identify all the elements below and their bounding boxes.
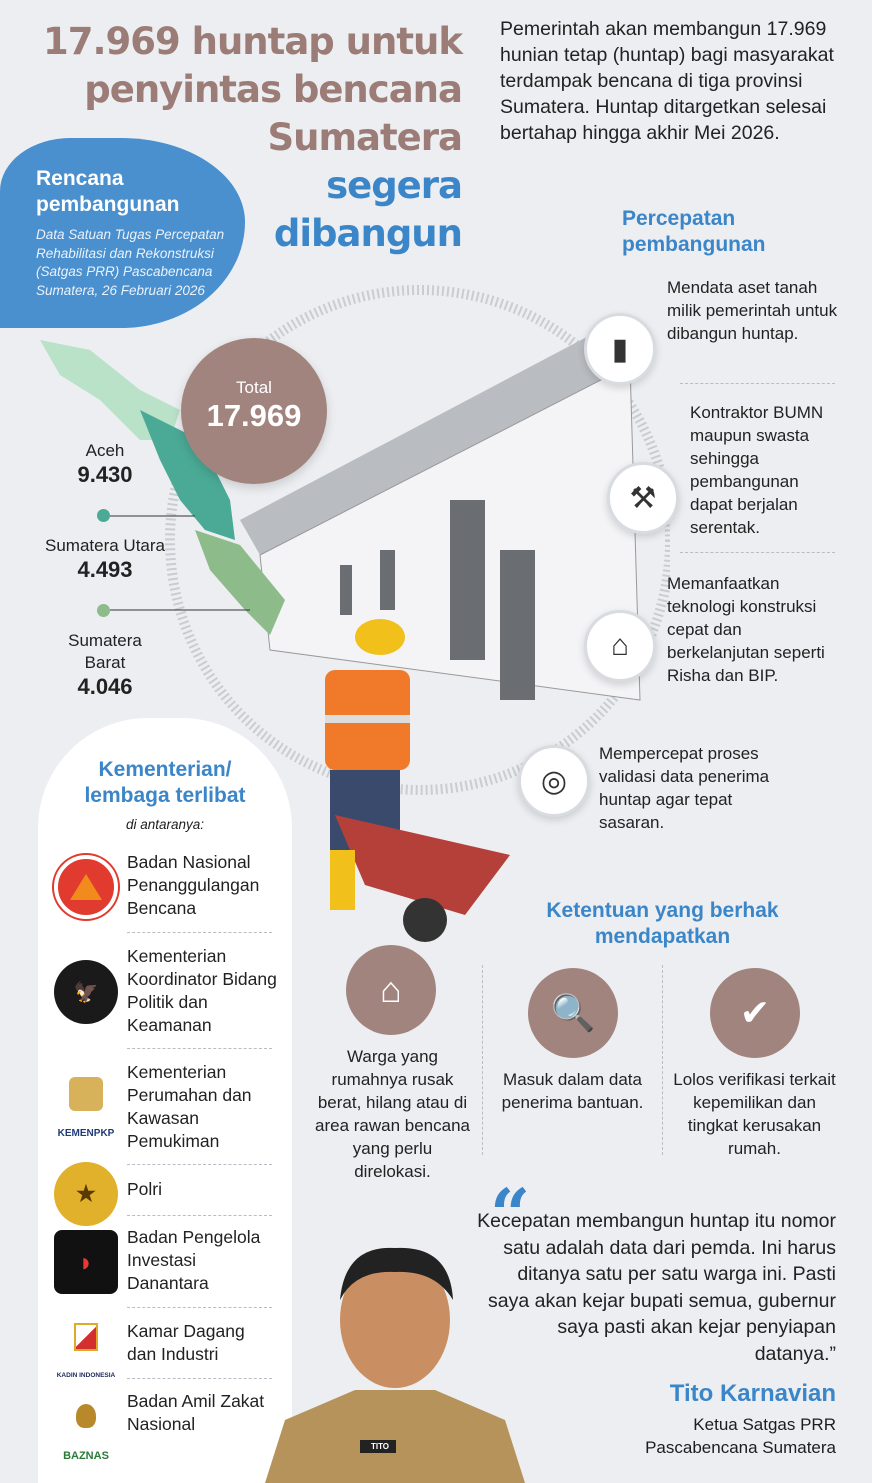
worker-illustration <box>285 615 525 945</box>
divider <box>127 932 272 933</box>
province-aceh: Aceh 9.430 <box>77 441 133 487</box>
ministries-sub: di antaranya: <box>125 817 205 832</box>
damaged-house-icon: ⌂ <box>346 945 436 1035</box>
magnifier-people-icon: 🔍 <box>528 968 618 1058</box>
baznas-logo: BAZNAS <box>54 1398 118 1462</box>
bnpb-logo <box>54 855 118 919</box>
kadin-logo: KADIN INDONESIA <box>54 1315 118 1379</box>
total-label: Total <box>236 378 272 397</box>
ministry-item: Polri <box>127 1179 163 1199</box>
divider <box>127 1215 272 1216</box>
total-value: 17.969 <box>206 398 302 433</box>
step-2: Kontraktor BUMN maupun swasta sehingga pembangunan dapat berjalan serentak. <box>690 403 824 537</box>
province-sumbar: Sumatera Barat 4.046 <box>68 631 142 699</box>
divider <box>662 965 663 1155</box>
title-line: penyintas bencana <box>84 68 462 111</box>
legend-dot-sumut <box>97 509 110 522</box>
divider <box>680 383 835 384</box>
map-sumbar <box>195 530 285 635</box>
step-4: Mempercepat proses validasi data penerima huntap agar tepat sasaran. <box>599 744 770 832</box>
requirement-1: Warga yang rumahnya rusak berat, hilang atau di area rawan bencana yang perlu direlokasi. <box>315 1047 471 1181</box>
divider <box>127 1048 272 1049</box>
quote-author-role: Ketua Satgas PRR Pascabencana Sumatera <box>645 1415 836 1457</box>
land-deed-icon: ▮ <box>584 313 656 385</box>
target-icon: ◎ <box>518 745 590 817</box>
title-line: dibangun <box>273 212 462 255</box>
title-line: 17.969 huntap untuk <box>42 20 462 63</box>
total-badge <box>181 338 327 484</box>
step-1: Mendata aset tanah milik pemerintah untuk dibangun huntap. <box>667 278 838 343</box>
legend-dot-sumbar <box>97 604 110 617</box>
quote-mark-icon: “ <box>490 1173 531 1256</box>
divider <box>680 552 835 553</box>
kemenko-polkam-logo: 🦅 <box>54 960 118 1024</box>
ministry-item: Kamar Dagang dan Industri <box>127 1321 245 1364</box>
divider <box>482 965 483 1155</box>
intro-text: Pemerintah akan membangun 17.969 hunian tetap (huntap) bagi masyarakat terdampak bencana di tiga provinsi Sumatera. Huntap ditargetkan selesai bertahap hingga akhir Mei 2026. <box>500 18 834 144</box>
polri-logo: ★ <box>54 1162 118 1226</box>
requirement-2: Masuk dalam data penerima bantuan. <box>501 1070 644 1112</box>
plan-source: Data Satuan Tugas Percepatan Rehabilitasi dan Rekonstruksi (Satgas PRR) Pascabencana Sumatera, 26 Februari 2026 <box>36 227 225 298</box>
province-sumut: Sumatera Utara 4.493 <box>45 536 165 582</box>
acceleration-heading: Percepatan pembangunan <box>622 207 766 256</box>
ministry-item: Kementerian Koordinator Bidang Politik dan Keamanan <box>127 946 277 1035</box>
requirement-3: Lolos verifikasi terkait kepemilikan dan tingkat kerusakan rumah. <box>673 1070 836 1158</box>
divider <box>127 1378 272 1379</box>
ministry-item: Badan Amil Zakat Nasional <box>127 1391 265 1434</box>
name-tag: TITO <box>370 1442 390 1451</box>
divider <box>127 1164 272 1165</box>
quote-text: Kecepatan membangun huntap itu nomor satu adalah data dari pemda. Ini harus ditanya satu per satu warga ini. Pasti saya akan kejar bupati semua, gubernur saya pasti akan kejar penyiapan datanya.” <box>477 1210 836 1365</box>
verified-document-icon: ✔ <box>710 968 800 1058</box>
divider <box>127 1307 272 1308</box>
requirements-heading: Ketentuan yang berhak mendapatkan <box>546 899 779 948</box>
ministry-item: Badan Pengelola Investasi Danantara <box>127 1227 261 1293</box>
construction-tools-icon: ⚒ <box>607 462 679 534</box>
kemenpkp-logo: KEMENPKP <box>54 1075 118 1139</box>
step-3: Memanfaatkan teknologi konstruksi cepat dan berkelanjutan seperti Risha dan BIP. <box>667 574 825 685</box>
quote-author: Tito Karnavian <box>669 1380 836 1407</box>
house-blueprint-icon: ⌂ <box>584 610 656 682</box>
plan-heading: Rencana pembangunan <box>36 167 180 216</box>
danantara-logo: ◗ <box>54 1230 118 1294</box>
title-line: Sumatera <box>267 116 462 159</box>
ministries-heading: Kementerian/ lembaga terlibat <box>84 758 246 807</box>
ministry-item: Badan Nasional Penanggulangan Bencana <box>127 852 260 918</box>
title-line: segera <box>326 164 462 207</box>
ministry-item: Kementerian Perumahan dan Kawasan Pemukiman <box>127 1062 252 1151</box>
